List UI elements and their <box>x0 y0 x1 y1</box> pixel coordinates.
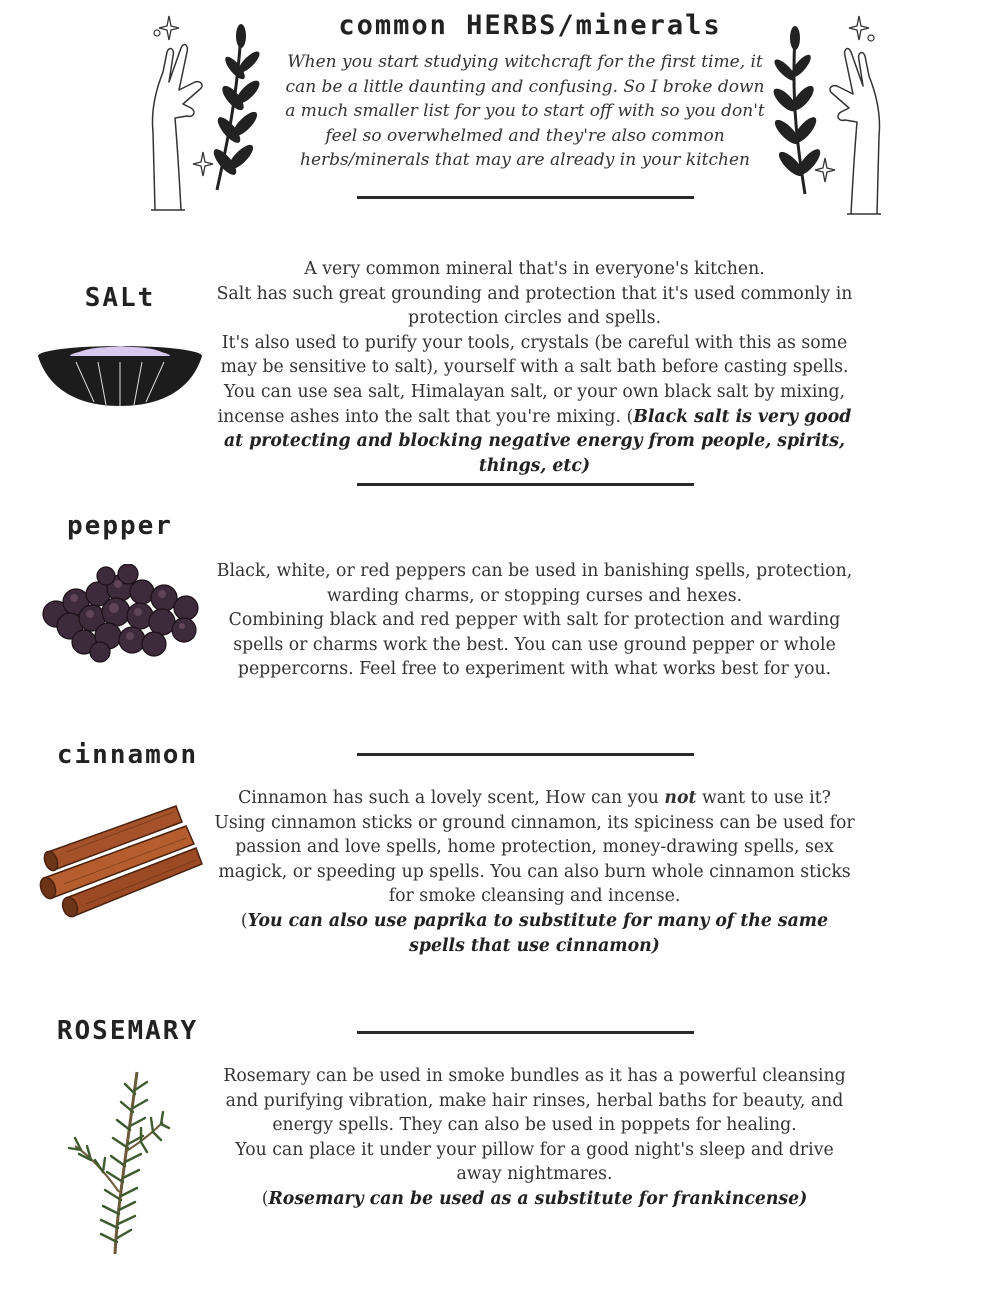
cinnamon-sticks-icon <box>36 800 206 920</box>
divider <box>357 753 694 756</box>
page-title: common HERBS/minerals <box>338 10 722 41</box>
salt-line-3: It's also used to purify your tools, crystals (be careful with this as some may be sensitive to salt), yourself with a salt bath before casting spells. <box>220 332 849 378</box>
rosemary-line-2: You can place it under your pillow for a good night's sleep and drive away nightmares. <box>235 1139 834 1185</box>
divider <box>357 1031 694 1034</box>
pepper-heading: pepper <box>67 511 173 541</box>
cinnamon-line-1-a: Cinnamon has such a lovely scent, How can you <box>238 788 665 808</box>
cinnamon-line-2: Using cinnamon sticks or ground cinnamon, its spiciness can be used for passion and love spells, home protection, money-drawing spells, sex magick, or speeding up spells. You can also burn whole cinnamon sticks for smoke cleansing and incense. <box>214 812 855 907</box>
salt-line-4-text: You can use sea salt, Himalayan salt, or your own black salt by mixing, incense ashes into the salt that you're mixing. ( <box>217 381 846 427</box>
rosemary-sprig-icon <box>55 1062 175 1257</box>
rosemary-line-1: Rosemary can be used in smoke bundles as it has a powerful cleansing and purifying vibration, make hair rinses, herbal baths for beauty, and energy spells. They can also be used in poppets for healing. <box>223 1066 846 1136</box>
cinnamon-line-3 <box>213 909 856 958</box>
salt-line-4 <box>213 380 856 478</box>
intro-paragraph: When you start studying witchcraft for the first time, it can be a little daunting and confusing. So I broke down a much smaller list for you to start off with so you don't feel so overwhelmed and they're also common herbs/minerals that may are already in your kitchen <box>285 52 765 170</box>
salt-emphasis: Black salt is very good at protecting and blocking negative energy from people, spirits, things, etc) <box>223 406 852 476</box>
cinnamon-emphasis-not: not <box>664 788 697 808</box>
cinnamon-emphasis: You can also use paprika to substitute for many of the same spells that use cinnamon) <box>247 910 829 956</box>
pepper-line-1: Black, white, or red peppers can be used in banishing spells, protection, warding charms, or stopping curses and hexes. <box>216 561 853 606</box>
salt-description <box>213 257 856 478</box>
divider <box>357 196 694 199</box>
salt-bowl-icon <box>36 342 206 412</box>
right-hand-leaf-illustration <box>765 12 890 222</box>
rosemary-line-3-text: ( <box>261 1188 269 1209</box>
salt-line-1: A very common mineral that's in everyone's kitchen. <box>304 259 765 279</box>
salt-line-2: Salt has such great grounding and protection that it's used commonly in protection circles and spells. <box>216 283 853 329</box>
pepper-line-2: Combining black and red pepper with salt for protection and warding spells or charms work the best. You can use ground pepper or whole peppercorns. Feel free to experiment with what works best for you. <box>228 610 841 680</box>
left-hand-leaf-illustration <box>145 12 270 217</box>
divider <box>357 483 694 486</box>
rosemary-line-3 <box>213 1187 856 1212</box>
cinnamon-line-3-text: ( <box>240 910 248 931</box>
cinnamon-heading: cinnamon <box>56 740 199 770</box>
rosemary-heading: ROSEMARY <box>56 1016 199 1046</box>
rosemary-description <box>213 1064 856 1212</box>
salt-heading: SALt <box>84 283 156 313</box>
pepper-description <box>213 559 856 682</box>
cinnamon-line-1-b: want to use it? <box>696 788 831 808</box>
cinnamon-description <box>213 786 856 958</box>
cinnamon-line-1 <box>213 786 856 811</box>
peppercorns-icon <box>36 564 206 664</box>
rosemary-emphasis: Rosemary can be used as a substitute for frankincense) <box>268 1188 808 1209</box>
